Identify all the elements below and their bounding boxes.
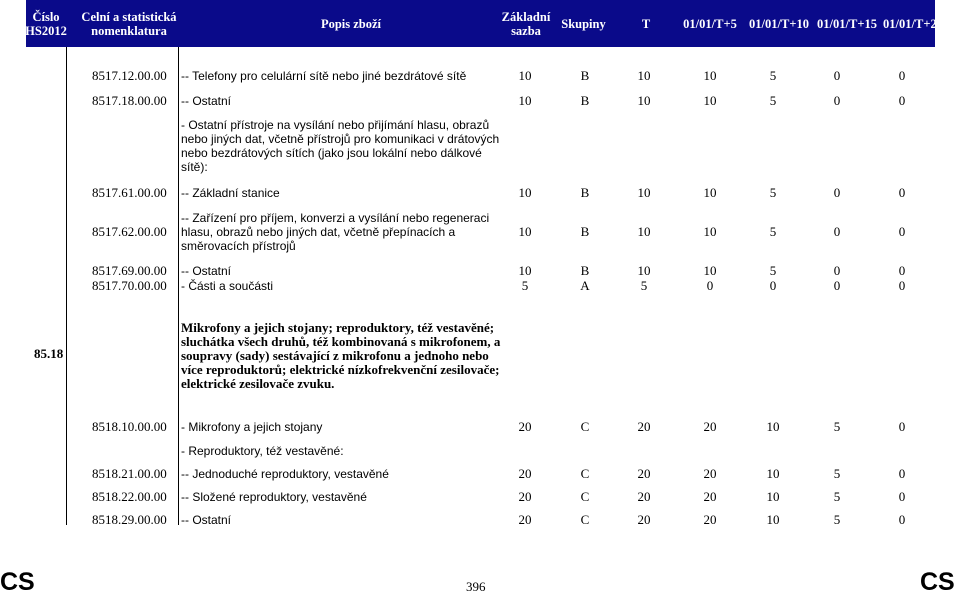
row-description-line: nebo jiných dat, včetně přístrojů pro komunikaci v drátových (181, 132, 500, 146)
row-description-line: - Ostatní přístroje na vysílání nebo přijímání hlasu, obrazů (181, 118, 490, 132)
rate-t20: 0 (898, 185, 906, 200)
rate-t: 20 (637, 466, 651, 481)
row-code: 8517.18.00.00 (92, 93, 167, 108)
rate-t: 20 (637, 419, 651, 434)
rate-t15: 0 (833, 185, 841, 200)
row-description: -- Ostatní (181, 264, 232, 278)
rate-group: C (580, 466, 590, 481)
footer-language-right: CS (920, 568, 955, 596)
rate-t20: 0 (898, 419, 906, 434)
row-description-line: -- Zařízení pro příjem, konverzi a vysílání nebo regeneraci (181, 211, 490, 225)
rate-t5: 10 (703, 68, 717, 83)
row-code: 8517.61.00.00 (92, 185, 167, 200)
rate-t: 10 (637, 263, 651, 278)
header-t10: 01/01/T+10 (749, 16, 809, 31)
header-t20: 01/01/T+20 (883, 16, 943, 31)
rate-t: 10 (637, 93, 651, 108)
header-t5: 01/01/T+5 (683, 16, 737, 31)
rate-t15: 0 (833, 68, 841, 83)
rate-t10: 5 (769, 68, 777, 83)
row-description-line: hlasu, obrazů nebo jiných dat, včetně přepínacích a (181, 225, 456, 239)
row-code: 8517.12.00.00 (92, 68, 167, 83)
rate-base: 10 (518, 224, 532, 239)
rate-group: A (580, 278, 590, 293)
row-code: 8518.22.00.00 (92, 489, 167, 504)
row-description-line: směrovacích přístrojů (181, 239, 296, 253)
row-description: - Mikrofony a jejich stojany (181, 420, 323, 434)
row-description: - Reproduktory, též vestavěné: (181, 444, 344, 458)
rate-t10: 5 (769, 93, 777, 108)
rate-t5: 10 (703, 93, 717, 108)
rate-t: 10 (637, 185, 651, 200)
rate-base: 10 (518, 93, 532, 108)
rate-t15: 5 (833, 419, 841, 434)
column-divider-right (178, 47, 179, 525)
rate-t20: 0 (898, 278, 906, 293)
heading-description-line: Mikrofony a jejich stojany; reproduktory, též vestavěné; (181, 320, 495, 335)
rate-base: 20 (518, 489, 532, 504)
row-code: 8517.70.00.00 (92, 278, 167, 293)
heading-description-line: elektrické zesilovače zvuku. (181, 376, 335, 391)
row-code: 8518.21.00.00 (92, 466, 167, 481)
page-number: 396 (466, 579, 486, 594)
rate-group: C (580, 512, 590, 527)
rate-base: 20 (518, 419, 532, 434)
rate-group: B (580, 68, 590, 83)
rate-group: B (580, 185, 590, 200)
rate-group: C (580, 419, 590, 434)
rate-t10: 10 (766, 489, 780, 504)
rate-t: 5 (640, 278, 648, 293)
rate-t5: 10 (703, 224, 717, 239)
rate-t15: 0 (833, 224, 841, 239)
rate-t20: 0 (898, 224, 906, 239)
row-description: -- Jednoduché reproduktory, vestavěné (181, 467, 389, 481)
rate-group: B (580, 263, 590, 278)
footer-language-left: CS (0, 568, 35, 596)
rate-t15: 5 (833, 512, 841, 527)
rate-group: B (580, 224, 590, 239)
rate-group: B (580, 93, 590, 108)
rate-t5: 10 (703, 263, 717, 278)
rate-t20: 0 (898, 93, 906, 108)
heading-description-line: sluchátka všech druhů, též kombinovaná s mikrofonem, a (181, 334, 501, 349)
rate-t20: 0 (898, 512, 906, 527)
row-code: 8518.29.00.00 (92, 512, 167, 527)
row-description-line: sítě): (181, 160, 208, 174)
rate-t5: 10 (703, 185, 717, 200)
rate-t15: 5 (833, 466, 841, 481)
header-cislo: Číslo HS2012 (25, 9, 67, 38)
table-header (25, 0, 943, 47)
row-description: -- Ostatní (181, 513, 232, 527)
header-nomenklatura: Celní a statistická nomenklatura (81, 9, 177, 38)
row-code: 8518.10.00.00 (92, 419, 167, 434)
column-divider-left (66, 47, 67, 525)
row-code: 8517.62.00.00 (92, 224, 167, 239)
rate-t5: 20 (703, 419, 717, 434)
header-popis: Popis zboží (320, 16, 382, 31)
heading-description-line: soupravy (sady) sestávající z mikrofonu a jednoho nebo (181, 348, 489, 363)
rate-group: C (580, 489, 590, 504)
rate-t: 20 (637, 489, 651, 504)
rate-base: 20 (518, 512, 532, 527)
row-description: - Části a součásti (181, 279, 274, 293)
rate-base: 20 (518, 466, 532, 481)
rate-t10: 0 (769, 278, 777, 293)
rate-t15: 0 (833, 278, 841, 293)
rate-t10: 10 (766, 466, 780, 481)
rate-t15: 0 (833, 263, 841, 278)
header-t15: 01/01/T+15 (817, 16, 877, 31)
rate-t5: 20 (703, 466, 717, 481)
rate-t10: 5 (769, 224, 777, 239)
row-description: -- Základní stanice (181, 186, 280, 200)
rate-t15: 0 (833, 93, 841, 108)
row-description: -- Telefony pro celulární sítě nebo jiné bezdrátové sítě (181, 69, 467, 83)
rate-t: 10 (637, 68, 651, 83)
row-description: -- Složené reproduktory, vestavěné (181, 490, 367, 504)
rate-t5: 0 (706, 278, 714, 293)
rate-t5: 20 (703, 489, 717, 504)
rate-t5: 20 (703, 512, 717, 527)
rate-base: 10 (518, 263, 532, 278)
header-t: T (641, 16, 651, 31)
row-code: 8517.69.00.00 (92, 263, 167, 278)
rate-t10: 10 (766, 419, 780, 434)
header-skupiny: Skupiny (561, 16, 606, 31)
rate-t20: 0 (898, 489, 906, 504)
rate-base: 10 (518, 68, 532, 83)
header-sazba: Základní sazba (501, 9, 551, 38)
heading-number: 85.18 (34, 346, 64, 361)
row-description-line: nebo bezdrátových sítích (jako jsou lokální nebo dálkové (181, 146, 482, 160)
row-description: -- Ostatní (181, 94, 232, 108)
rate-base: 10 (518, 185, 532, 200)
rate-t10: 10 (766, 512, 780, 527)
rate-t: 20 (637, 512, 651, 527)
rate-t10: 5 (769, 185, 777, 200)
rate-t20: 0 (898, 263, 906, 278)
heading-description-line: více reproduktorů; elektrické nízkofrekvenční zesilovače; (181, 362, 500, 377)
rate-t20: 0 (898, 466, 906, 481)
rate-t15: 5 (833, 489, 841, 504)
rate-t20: 0 (898, 68, 906, 83)
rate-base: 5 (521, 278, 529, 293)
rate-t: 10 (637, 224, 651, 239)
rate-t10: 5 (769, 263, 777, 278)
